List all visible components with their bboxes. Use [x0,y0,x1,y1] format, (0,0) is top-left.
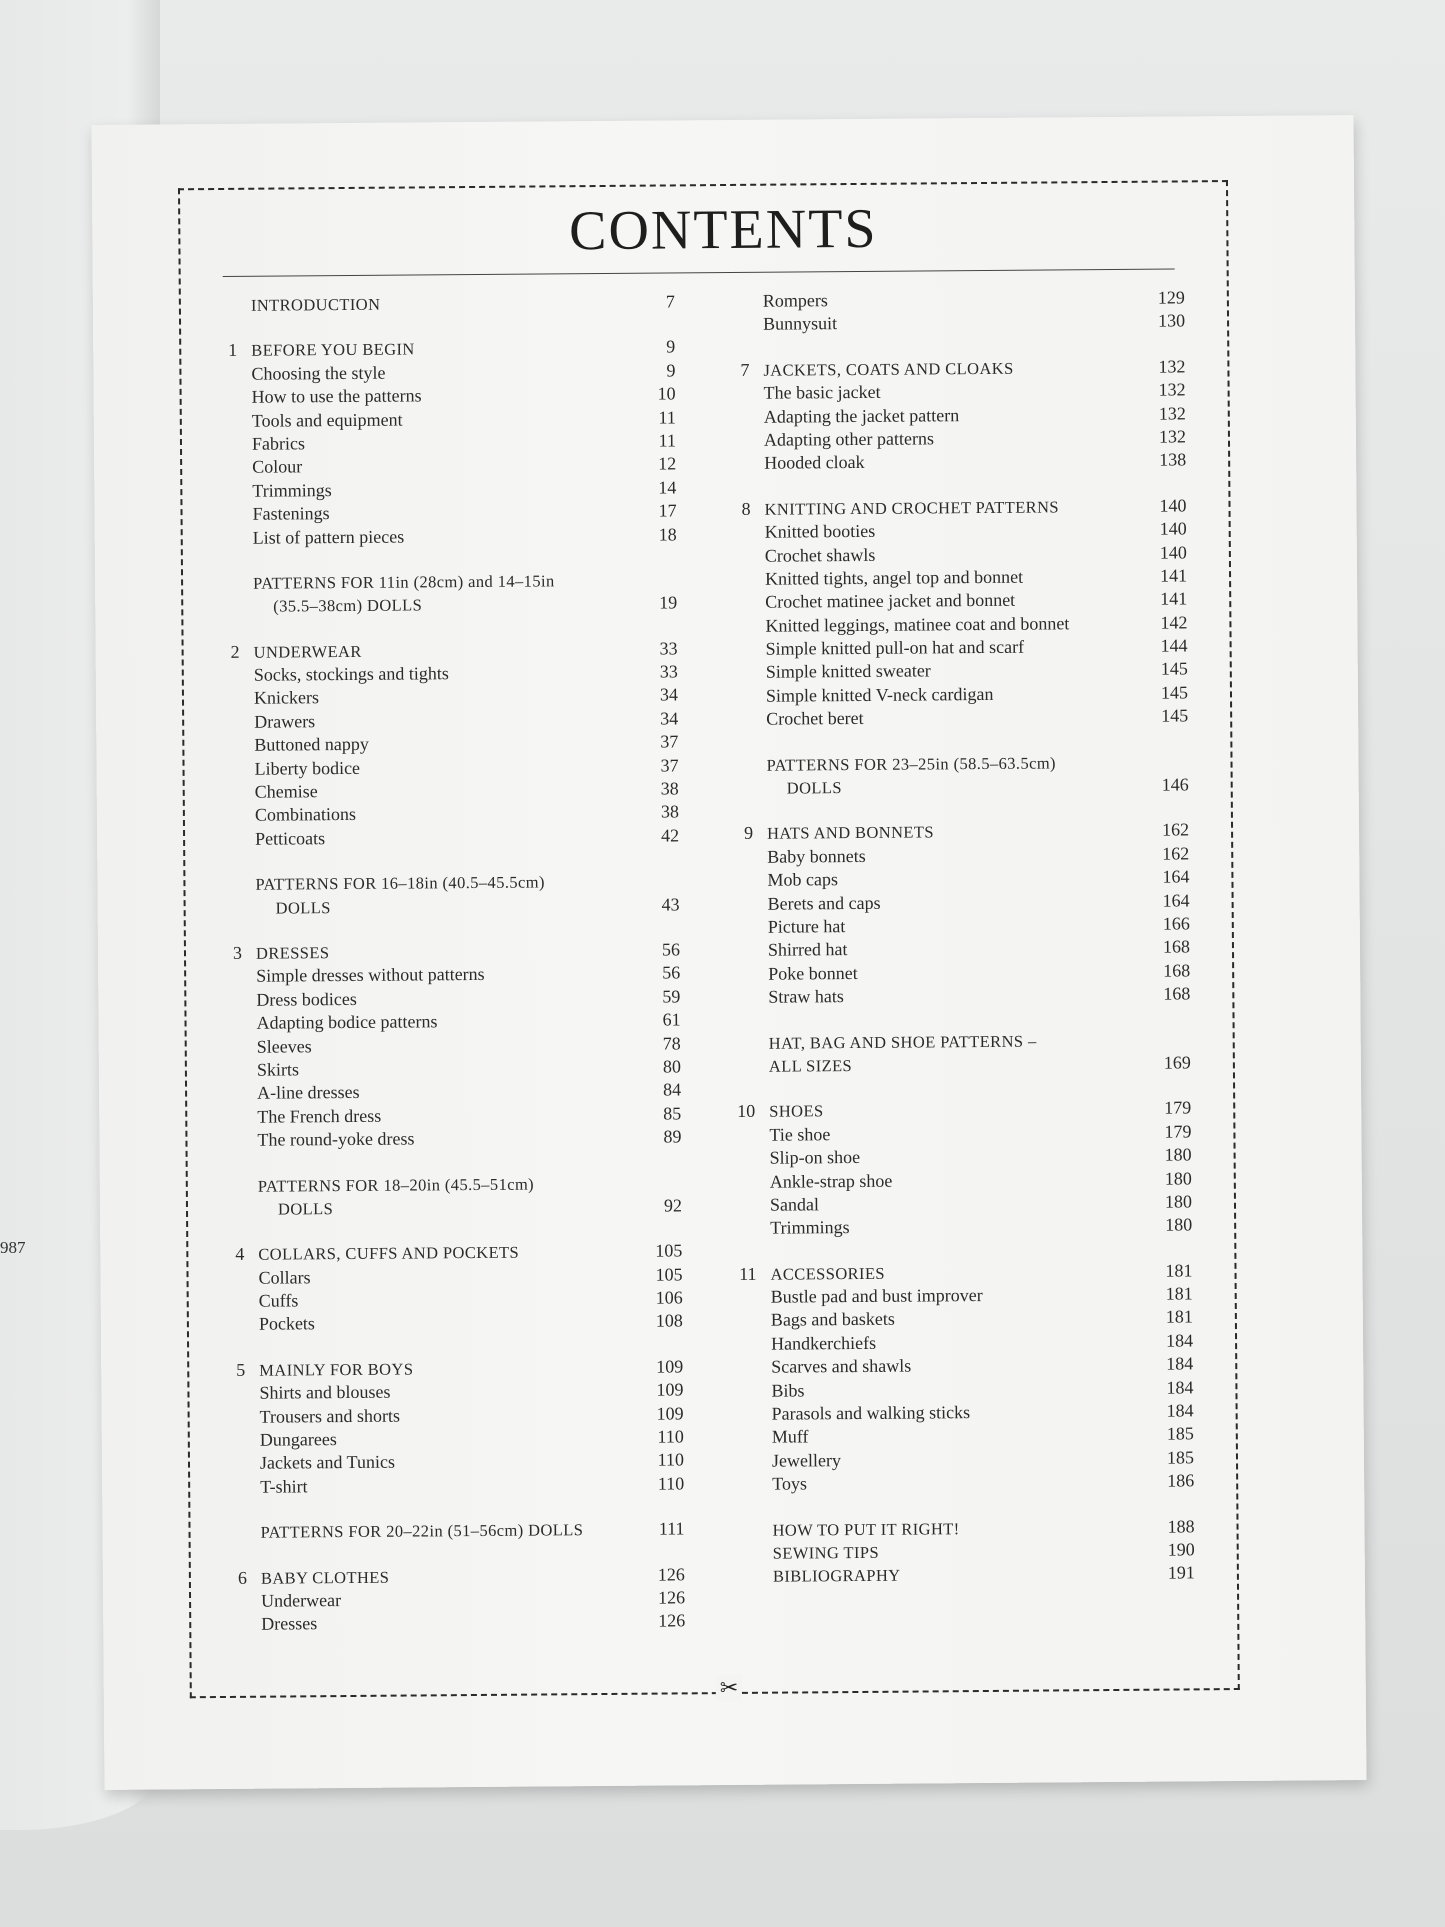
entry-title: The basic jacket [763,381,881,403]
entry-title: Poke bonnet [768,962,858,984]
entry-title: Scarves and shawls [771,1355,912,1377]
page-number: 144 [1160,635,1188,656]
entry-title: Tie shoe [769,1123,831,1145]
left-page-fragment: 987 [0,1238,26,1257]
entry-title: ACCESSORIES [770,1263,886,1284]
toc-entry [728,705,1188,732]
page-number: 168 [1163,983,1191,1004]
page-number: 169 [1163,1052,1191,1073]
page-number: 105 [655,1240,683,1261]
page-number: 180 [1164,1167,1192,1189]
entry-title: Dress bodices [256,988,357,1010]
section-number: 1 [228,340,238,361]
entry-title: SEWING TIPS [772,1542,880,1563]
page-number: 109 [656,1402,684,1424]
page-number: 132 [1158,379,1186,400]
entry-title: Berets and caps [767,892,881,914]
page-number: 164 [1162,889,1190,911]
page-number: 191 [1167,1562,1195,1583]
entry-title: Bags and baskets [770,1309,895,1331]
entry-title: PATTERNS FOR 20–22in (51–56cm) DOLLS [260,1520,584,1542]
page-number: 10 [657,383,676,404]
page-number: 184 [1166,1400,1194,1421]
entry-title: Dresses [261,1613,318,1635]
page-number: 184 [1166,1353,1194,1374]
page-number: 11 [658,430,677,451]
section-number: 8 [741,498,751,519]
entry-title: PATTERNS FOR 11in (28cm) and 14–15in [253,571,555,593]
entry-title: BIBLIOGRAPHY [772,1566,901,1587]
entry-title: HATS AND BONNETS [766,822,934,844]
page-number: 188 [1167,1515,1195,1537]
page-number: 129 [1157,287,1185,308]
toc-section-heading [218,893,680,920]
section-number: 10 [737,1101,756,1122]
entry-title: Knitted booties [764,520,876,542]
entry-title: The round-yoke dress [257,1128,415,1150]
entry-title: Adapting other patterns [763,428,935,450]
page-number: 132 [1158,356,1186,377]
page-number: 33 [659,638,678,659]
entry-title: Sleeves [256,1035,312,1057]
entry-title: DRESSES [255,943,330,963]
page-number: 61 [662,1009,681,1030]
entry-title: Trimmings [770,1217,850,1238]
entry-title: Trousers and shorts [259,1405,401,1427]
entry-title: Colour [252,456,303,478]
entry-title: Fabrics [251,433,306,454]
entry-title: DOLLS [277,1199,334,1219]
page-number: 9 [666,336,676,357]
entry-title: Socks, stockings and tights [253,663,449,685]
entry-title: Knitted tights, angel top and bonnet [764,566,1024,589]
entry-title: (35.5–38cm) DOLLS [273,595,423,616]
entry-title: HOW TO PUT IT RIGHT! [772,1518,960,1540]
page-number: 109 [656,1379,684,1400]
page-number: 185 [1166,1423,1194,1444]
toc-entry [223,1610,685,1637]
entry-title: PATTERNS FOR 18–20in (45.5–51cm) [257,1174,535,1196]
page-number: 78 [662,1032,681,1054]
entry-title: Picture hat [767,916,846,937]
page-number: 59 [662,986,681,1007]
page-number: 89 [663,1126,682,1147]
entry-title: Tools and equipment [251,409,403,431]
page-number: 105 [655,1264,683,1285]
entry-title: Crochet matinee jacket and bonnet [765,590,1016,613]
page-number: 56 [661,939,681,960]
entry-title: Toys [772,1473,808,1494]
page-number: 164 [1162,866,1190,887]
page-number: 185 [1166,1447,1195,1468]
entry-title: Mob caps [767,869,839,890]
toc-section-heading [731,1051,1191,1078]
page-number: 56 [662,962,681,983]
page-number: 33 [659,661,678,682]
page-number: 140 [1159,541,1187,563]
page-number: 108 [655,1310,683,1332]
page-number: 92 [663,1195,683,1216]
toc-section-heading [735,1562,1195,1589]
page-number: 168 [1162,936,1191,957]
entry-title: Hooded cloak [764,452,865,474]
entry-title: DOLLS [275,897,331,918]
entry-title: Handkerchiefs [770,1332,877,1354]
entry-title: Buttoned nappy [254,734,369,755]
entry-title: Bunnysuit [762,313,838,335]
page-number: 181 [1165,1306,1193,1328]
entry-title: SHOES [769,1101,824,1122]
page-number: 110 [657,1473,685,1494]
entry-title: Fastenings [252,503,330,524]
toc-section-heading [220,1194,682,1221]
toc-entry [217,824,679,851]
page-number: 84 [662,1079,682,1100]
page-number: 34 [659,684,679,706]
entry-title: Chemise [254,781,318,802]
page-number: 140 [1159,518,1187,539]
page-number: 130 [1157,310,1186,332]
entry-title: COLLARS, CUFFS AND POCKETS [258,1242,520,1264]
entry-title: Collars [258,1266,311,1288]
toc-section-heading [213,290,675,317]
page-number: 141 [1160,588,1188,609]
entry-title: Knitted leggings, matinee coat and bonnet [765,613,1070,636]
page-number: 7 [665,291,675,312]
page-number: 190 [1167,1539,1195,1560]
page-number: 146 [1161,774,1189,795]
entry-title: Bustle pad and bust improver [770,1285,983,1307]
page-number: 19 [659,592,678,613]
entry-title: Jackets and Tunics [259,1452,396,1474]
entry-title: Simple knitted pull-on hat and scarf [765,636,1025,659]
page-number: 126 [657,1587,686,1608]
entry-title: Simple dresses without patterns [256,964,485,987]
entry-title: PATTERNS FOR 23–25in (58.5–63.5cm) [766,753,1056,775]
entry-title: Parasols and walking sticks [771,1402,971,1424]
entry-title: Muff [771,1426,809,1448]
entry-title: BABY CLOTHES [260,1567,390,1588]
entry-title: HAT, BAG AND SHOE PATTERNS – [768,1031,1037,1053]
toc-entry [219,1125,681,1152]
page-number: 34 [660,708,679,729]
entry-title: The French dress [257,1105,382,1127]
page-number: 132 [1158,426,1187,447]
entry-title: Trimmings [252,479,332,501]
page-number: 11 [658,406,676,428]
entry-title: UNDERWEAR [253,641,362,662]
entry-title: Adapting the jacket pattern [763,404,960,427]
page-number: 126 [657,1563,685,1585]
page-number: 179 [1164,1121,1192,1142]
page-number: 166 [1162,913,1190,934]
toc-section-heading [215,592,677,619]
entry-title: Simple knitted V-neck cardigan [765,683,994,706]
section-number: 5 [236,1359,246,1380]
page-number: 111 [658,1518,685,1539]
contents-page [91,115,1366,1790]
page-number: 141 [1159,565,1188,586]
toc-entry [730,983,1190,1010]
scissors-icon: ✂ [716,1675,743,1701]
page-number: 12 [658,453,677,474]
page-number: 132 [1158,402,1186,424]
entry-title: KNITTING AND CROCHET PATTERNS [764,497,1060,519]
page-number: 9 [666,360,676,381]
entry-title: Dungarees [259,1429,337,1450]
page-number: 181 [1165,1283,1193,1304]
entry-title: Jewellery [771,1449,842,1471]
entry-title: JACKETS, COATS AND CLOAKS [763,358,1014,380]
entry-title: T-shirt [260,1476,308,1497]
page-number: 142 [1160,612,1188,633]
entry-title: PATTERNS FOR 16–18in (40.5–45.5cm) [255,872,545,894]
entry-title: Baby bonnets [767,845,866,867]
entry-title: Choosing the style [251,362,386,384]
page-number: 140 [1159,495,1187,516]
page-number: 186 [1167,1470,1195,1491]
entry-title: Simple knitted sweater [765,660,931,683]
page-number: 38 [660,801,679,822]
page-number: 181 [1165,1260,1193,1281]
page-number: 145 [1160,658,1188,680]
entry-title: How to use the patterns [251,385,422,407]
entry-title: Bibs [771,1380,805,1401]
entry-title: List of pattern pieces [252,526,405,548]
section-number: 9 [743,823,754,844]
toc-entry [734,1470,1194,1497]
page-number: 180 [1165,1214,1193,1235]
entry-title: DOLLS [786,778,842,798]
toc-section-heading [222,1518,684,1545]
page-number: 162 [1161,819,1190,841]
page-number: 80 [662,1056,681,1077]
page-number: 162 [1162,843,1190,864]
entry-title: INTRODUCTION [250,294,381,315]
entry-title: Liberty bodice [254,757,361,779]
page-number: 126 [658,1610,686,1631]
contents-column-left [213,290,686,1636]
entry-title: Crochet shawls [764,544,876,566]
entry-title: Shirts and blouses [259,1381,391,1403]
section-number: 6 [237,1567,247,1588]
entry-title: ALL SIZES [768,1055,853,1076]
entry-title: Pockets [258,1313,315,1335]
toc-entry [222,1472,684,1499]
page-number: 43 [661,893,680,915]
page-title: CONTENTS [568,197,878,263]
toc-section-heading [729,773,1189,800]
section-number: 4 [235,1244,245,1265]
page-number: 138 [1159,449,1187,470]
entry-title: Slip-on shoe [769,1147,861,1168]
section-number: 7 [740,359,750,380]
page-number: 179 [1164,1097,1192,1118]
toc-entry [732,1214,1192,1241]
entry-title: Adapting bodice patterns [256,1011,438,1033]
page-number: 18 [658,523,677,545]
entry-title: Crochet beret [766,708,864,729]
page-number: 37 [660,755,679,776]
entry-title: Underwear [260,1590,342,1611]
entry-title: Knickers [253,687,320,709]
page-number: 180 [1164,1191,1193,1212]
entry-title: Cuffs [258,1290,299,1311]
page-number: 109 [656,1356,684,1377]
page-number: 17 [658,500,677,521]
entry-title: Shirred hat [767,939,848,961]
page-number: 184 [1166,1376,1194,1398]
page-number: 85 [663,1103,682,1124]
entry-title: BEFORE YOU BEGIN [251,339,415,361]
entry-title: Ankle-strap shoe [769,1170,893,1192]
toc-entry [215,523,677,550]
entry-title: Petticoats [255,827,326,849]
entry-title: Sandal [769,1194,820,1215]
toc-entry [221,1310,683,1337]
contents-column-right [725,286,1195,1588]
section-number: 2 [230,641,240,662]
toc-entry [725,310,1185,337]
entry-title: Drawers [254,711,316,732]
page-number: 106 [655,1287,683,1308]
section-number: 3 [232,942,243,963]
page-number: 145 [1161,705,1189,726]
entry-title: MAINLY FOR BOYS [259,1359,414,1380]
page-number: 37 [660,731,679,752]
page-number: 14 [658,477,677,498]
page-number: 110 [657,1426,684,1447]
page-number: 42 [660,825,680,846]
entry-title: Rompers [762,290,828,311]
page-number: 110 [657,1449,685,1470]
page-number: 180 [1164,1144,1192,1165]
entry-title: Straw hats [768,986,844,1007]
page-number: 184 [1165,1330,1194,1351]
entry-title: Skirts [256,1059,299,1080]
page-number: 145 [1160,682,1189,703]
page-number: 168 [1163,960,1191,981]
toc-entry [726,449,1186,476]
entry-title: A-line dresses [257,1082,360,1104]
entry-title: Combinations [254,804,356,826]
page-number: 38 [660,778,679,799]
section-number: 11 [739,1263,757,1284]
